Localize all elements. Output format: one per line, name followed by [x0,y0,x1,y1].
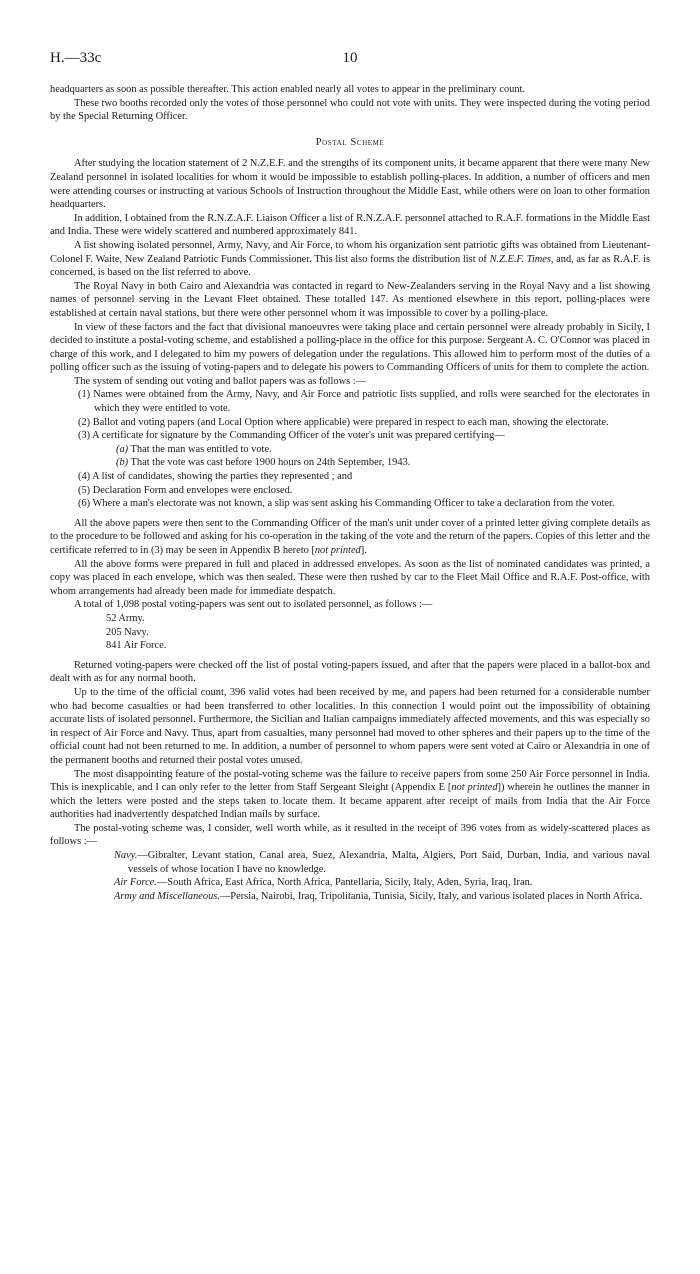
item-text: That the man was entitled to vote. [130,443,272,455]
region-places: —Persia, Nairobi, Iraq, Tripolitania, Tunisia, Sicily, Italy, and various isolated places in North Africa. [219,890,642,902]
item-number: (4) [78,471,91,483]
text-run: ]) wherein he outlines the manner in which the letters were posted and the steps taken to locate them. It became apparent after receipt of mails from India that the Air Force authorities had inadvertently despatched Indian mails by surface. [50,782,650,821]
paragraph: The postal-voting scheme was, I consider, well worth while, as it resulted in the receipt of 396 votes from as widely-scattered places as follows :— [50,822,650,848]
list-item [50,416,650,430]
item-text: Ballot and voting papers (and Local Option where applicable) were prepared in respect to each man, showing the electorate. [92,416,609,428]
item-text: That the vote was cast before 1900 hours on 24th September, 1943. [130,457,411,469]
item-number: (a) [116,443,129,455]
paragraph: All the above forms were prepared in full and placed in addressed envelopes. As soon as the list of nominated candidates was printed, a copy was placed in each envelope, which was then sealed. These were then rushed by car to the Fleet Mail Office and R.A.F. Post-office, with whom arrangements had already been made for immediate despatch. [50,558,650,597]
item-number: (5) [78,484,91,496]
region-label: Navy. [114,850,138,862]
region-entry [50,849,650,876]
list-item [50,470,650,484]
paragraph: Up to the time of the official count, 396 valid votes had been received by me, and papers had been returned for a considerable number who had become casualties or had been transferred to other localities. In this connection I would point out the impossibility of obtaining accurate lists of isolated personnel. Furthermore, the Sicilian and Italian campaigns immediately affected movements, and this was especially so in respect of Air Force and Navy. Thus, apart from casualties, many personnel had moved to other spheres and their papers up to the time of the official count had not been returned to me. In addition, a number of personnel to whom papers were sent voted at Cairo or Alexandria in one of the permanent booths and returned their postal votes unused. [50,686,650,766]
item-number: (b) [116,457,129,469]
item-text: A list of candidates, showing the parties they represented ; and [92,471,353,483]
region-label: Air Force. [114,877,157,889]
item-text: Declaration Form and envelopes were enclosed. [92,484,293,496]
section-heading: Postal Scheme [315,136,385,148]
sub-list-item [50,456,650,470]
text-run: The most disappointing feature of the postal-voting scheme was the failure to receive papers from some 250 Air Force personnel in India. This is inexplicable, and I can only refer to the letter from Staff Sergeant Sleight (Appendix E [ [50,768,650,794]
paragraph: After studying the location statement of 2 N.Z.E.F. and the strengths of its component units, it became apparent that there were many New Zealand personnel in isolated localities for whom it would be impossible to establish polling-places. In addition, a number of officers and men were attending courses or instructing at various Schools of Instruction throughout the Middle East, while others were on loan to other formation headquarters. [50,158,650,211]
tally-line: 52 Army. [106,612,145,624]
document-reference: H.—33c [50,50,102,66]
region-entry [50,876,650,890]
tally-line: 205 Navy. [106,626,149,638]
paragraph: The Royal Navy in both Cairo and Alexandria was contacted in regard to New-Zealanders serving in the Royal Navy and a list showing names of personnel serving in the Levant Fleet obtained. These totalled 147. As mentioned elsewhere in this report, polling-places were established at certain naval stations, but there were other personnel whom it was impossible to cover by a polling-place. [50,280,650,319]
item-text: Where a man's electorate was not known, a slip was sent asking his Commanding Officer to take a declaration from the voter. [92,498,615,510]
text-run: , and, as far as R.A.F. is concerned, is based on the list referred to above. [50,253,650,279]
item-number: (1) [78,389,91,401]
page-number: 10 [342,50,358,66]
italic-run: not printed [451,782,498,794]
region-entry [50,890,650,904]
paragraph [50,239,650,280]
tally-line: 841 Air Force. [106,640,167,652]
text-run: A list showing isolated personnel, Army, Navy, and Air Force, to whom his organization sent patriotic gifts was obtained from Lieutenant-Colonel F. Waite, New Zealand Patriotic Funds Commissioner. This list also forms the distribution list of [50,239,650,265]
paragraph [50,768,650,822]
list-item [50,429,650,443]
sub-list-item [50,443,650,457]
paragraph: These two booths recorded only the votes of those personnel who could not vote with units. They were inspected during the voting period by the Special Returning Officer. [50,97,650,123]
item-text: Names were obtained from the Army, Navy, and Air Force and patriotic lists supplied, and rolls were searched for the electorates in which they were entitled to vote. [93,389,650,415]
paragraph: Returned voting-papers were checked off the list of postal voting-papers issued, and after that the papers were placed in a ballot-box and dealt with as for any normal booth. [50,659,650,685]
italic-run: N.Z.E.F. Times [489,253,551,265]
paragraph: headquarters as soon as possible thereafter. This action enabled nearly all votes to appear in the preliminary count. [50,84,526,95]
region-label: Army and Miscellaneous. [114,890,220,902]
list-item [50,484,650,498]
paragraph: A total of 1,098 postal voting-papers was sent out to isolated personnel, as follows :— [74,599,433,611]
paragraph: The system of sending out voting and ballot papers was as follows :— [74,375,367,387]
paragraph: In view of these factors and the fact that divisional manoeuvres were taking place and certain personnel were already probably in Sicily, I decided to institute a postal-voting scheme, and established a polling-place in the office for this purpose. Sergeant A. C. O'Connor was placed in charge of this work, and I delegated to him my powers of delegation under the regulations. This allowed him to perform most of the duties of a polling officer such as the issuing of voting-papers and to delegate his powers to Commanding Officers of units for them to complete the action. [50,321,650,374]
item-number: (2) [78,416,91,428]
item-number: (6) [78,498,91,510]
paragraph: In addition, I obtained from the R.N.Z.A.F. Liaison Officer a list of R.N.Z.A.F. personnel attached to R.A.F. formations in the Middle East and India. These were widely scattered and numbered approximately 841. [50,212,650,238]
region-places: —South Africa, East Africa, North Africa, Pantellaria, Sicily, Italy, Aden, Syria, Iraq, Iran. [156,877,533,889]
page-header [50,50,650,72]
list-item [50,388,650,415]
region-places: —Gibralter, Levant station, Canal area, Suez, Alexandria, Malta, Algiers, Port Said, Durban, India, and various naval vessels of whose location I have no knowledge. [128,850,650,875]
italic-run: not printed [314,545,361,556]
text-run: ]. [360,545,367,556]
item-text: A certificate for signature by the Commanding Officer of the voter's unit was prepared certifying— [92,430,505,442]
document-body [50,83,650,903]
list-item [50,497,650,511]
text-run: All the above papers were then sent to the Commanding Officer of the man's unit under cover of a printed letter giving complete details as to the procedure to be followed and asking for his co-operation in the taking of the vote and the return of the papers. Copies of this letter and the certificate referred to in (3) may be seen in Appendix B hereto [ [50,517,650,556]
paragraph [50,517,650,558]
item-number: (3) [78,430,91,442]
